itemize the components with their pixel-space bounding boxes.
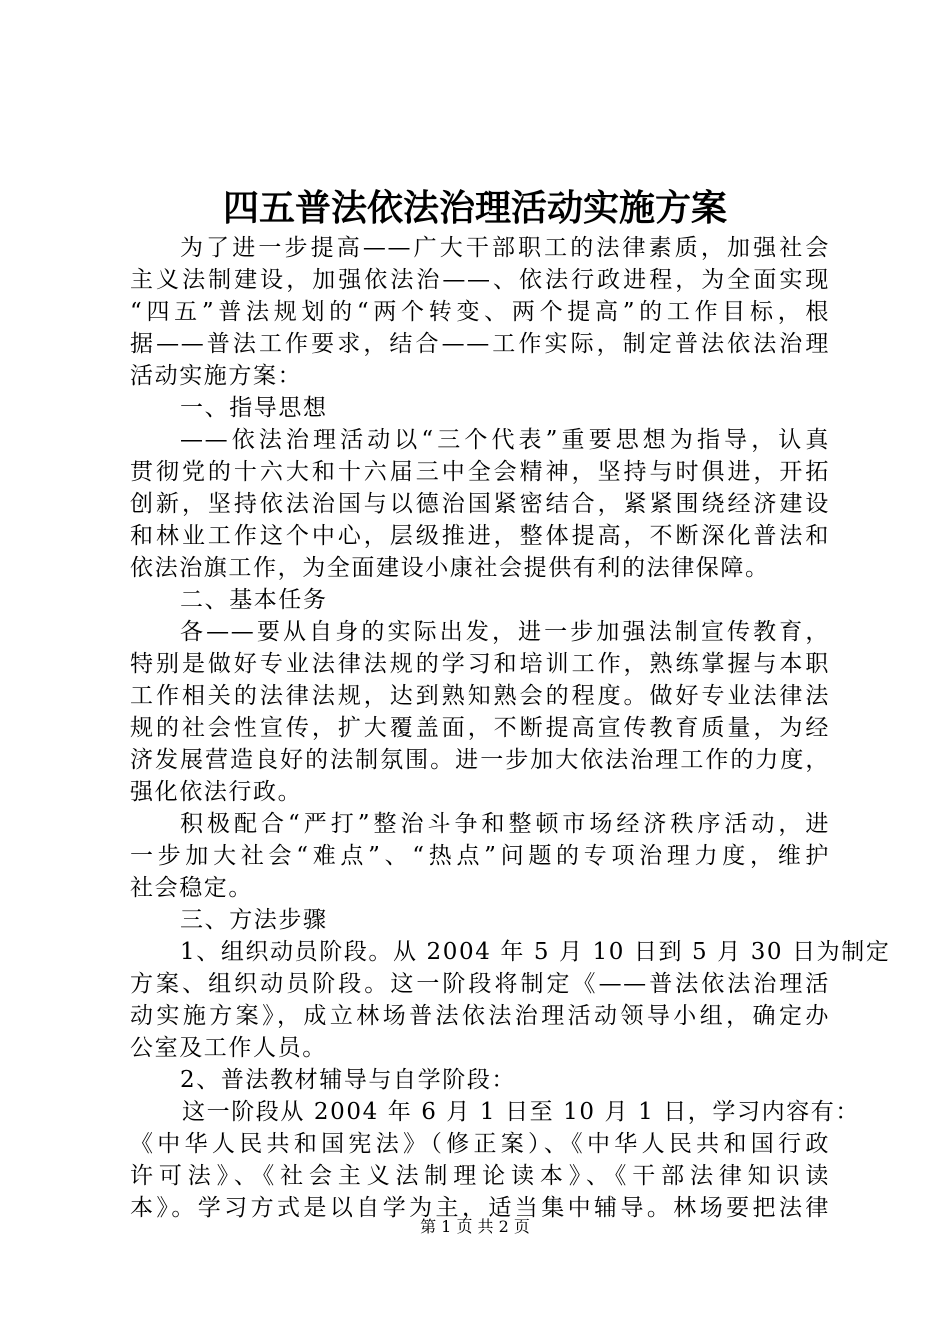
- paragraph-line: 为了进一步提高——广大干部职工的法律素质，加强社会: [180, 235, 830, 261]
- paragraph-line: 积极配合“严打”整治斗争和整顿市场经济秩序活动，进: [180, 811, 830, 837]
- paragraph-line: 主义法制建设，加强依法治——、依法行政进程，为全面实现: [130, 267, 830, 293]
- paragraph-line: “四五”普法规划的“两个转变、两个提高”的工作目标，根: [130, 299, 830, 325]
- paragraph-line: ——依法治理活动以“三个代表”重要思想为指导，认真: [180, 427, 830, 453]
- paragraph-line: 贯彻党的十六大和十六届三中全会精神，坚持与时俱进，开拓: [130, 459, 830, 485]
- paragraph-line: 各——要从自身的实际出发，进一步加强法制宣传教育，: [180, 619, 830, 645]
- paragraph-line: 创新，坚持依法治国与以德治国紧密结合，紧紧围绕经济建设: [130, 491, 830, 517]
- paragraph-line: 社会稳定。: [130, 875, 253, 901]
- paragraph-line: 1、组织动员阶段。从 2004 年 5 月 10 日到 5 月 30 日为制定: [180, 939, 891, 965]
- paragraph-line: 2、普法教材辅导与自学阶段：: [180, 1067, 517, 1093]
- section-heading: 二、基本任务: [180, 587, 328, 613]
- document-title: 四五普法依法治理活动实施方案: [222, 187, 727, 229]
- paragraph-line: 济发展营造良好的法制氛围。进一步加大依法治理工作的力度，: [130, 747, 830, 773]
- paragraph-line: 规的社会性宣传，扩大覆盖面，不断提高宣传教育质量，为经: [130, 715, 830, 741]
- paragraph-line: 许可法》、《社会主义法制理论读本》、《干部法律知识读: [130, 1163, 830, 1189]
- page-footer: 第 1 页 共 2 页: [420, 1217, 530, 1236]
- paragraph-line: 这一阶段从 2004 年 6 月 1 日至 10 月 1 日，学习内容有：: [182, 1099, 861, 1125]
- section-heading: 三、方法步骤: [180, 907, 328, 933]
- section-heading: 一、指导思想: [180, 395, 328, 421]
- paragraph-line: 特别是做好专业法律法规的学习和培训工作，熟练掌握与本职: [130, 651, 830, 677]
- paragraph-line: 本》。学习方式是以自学为主，适当集中辅导。林场要把法律: [130, 1195, 830, 1221]
- document-body: [130, 232, 891, 1224]
- paragraph-line: 工作相关的法律法规，达到熟知熟会的程度。做好专业法律法: [130, 683, 830, 709]
- paragraph-line: 和林业工作这个中心，层级推进，整体提高，不断深化普法和: [130, 523, 830, 549]
- paragraph-line: 据——普法工作要求，结合——工作实际，制定普法依法治理: [130, 331, 830, 357]
- paragraph-line: 动实施方案》，成立林场普法依法治理活动领导小组，确定办: [130, 1003, 830, 1029]
- paragraph-line: 强化依法行政。: [130, 779, 303, 805]
- paragraph-line: 一步加大社会“难点”、“热点”问题的专项治理力度，维护: [130, 843, 830, 869]
- paragraph-line: 方案、组织动员阶段。这一阶段将制定《——普法依法治理活: [130, 971, 830, 997]
- paragraph-line: 公室及工作人员。: [130, 1035, 327, 1061]
- paragraph-line: 依法治旗工作，为全面建设小康社会提供有利的法律保障。: [130, 555, 770, 581]
- paragraph-line: 活动实施方案：: [130, 363, 303, 389]
- paragraph-line: 《中华人民共和国宪法》（修正案）、《中华人民共和国行政: [130, 1131, 830, 1157]
